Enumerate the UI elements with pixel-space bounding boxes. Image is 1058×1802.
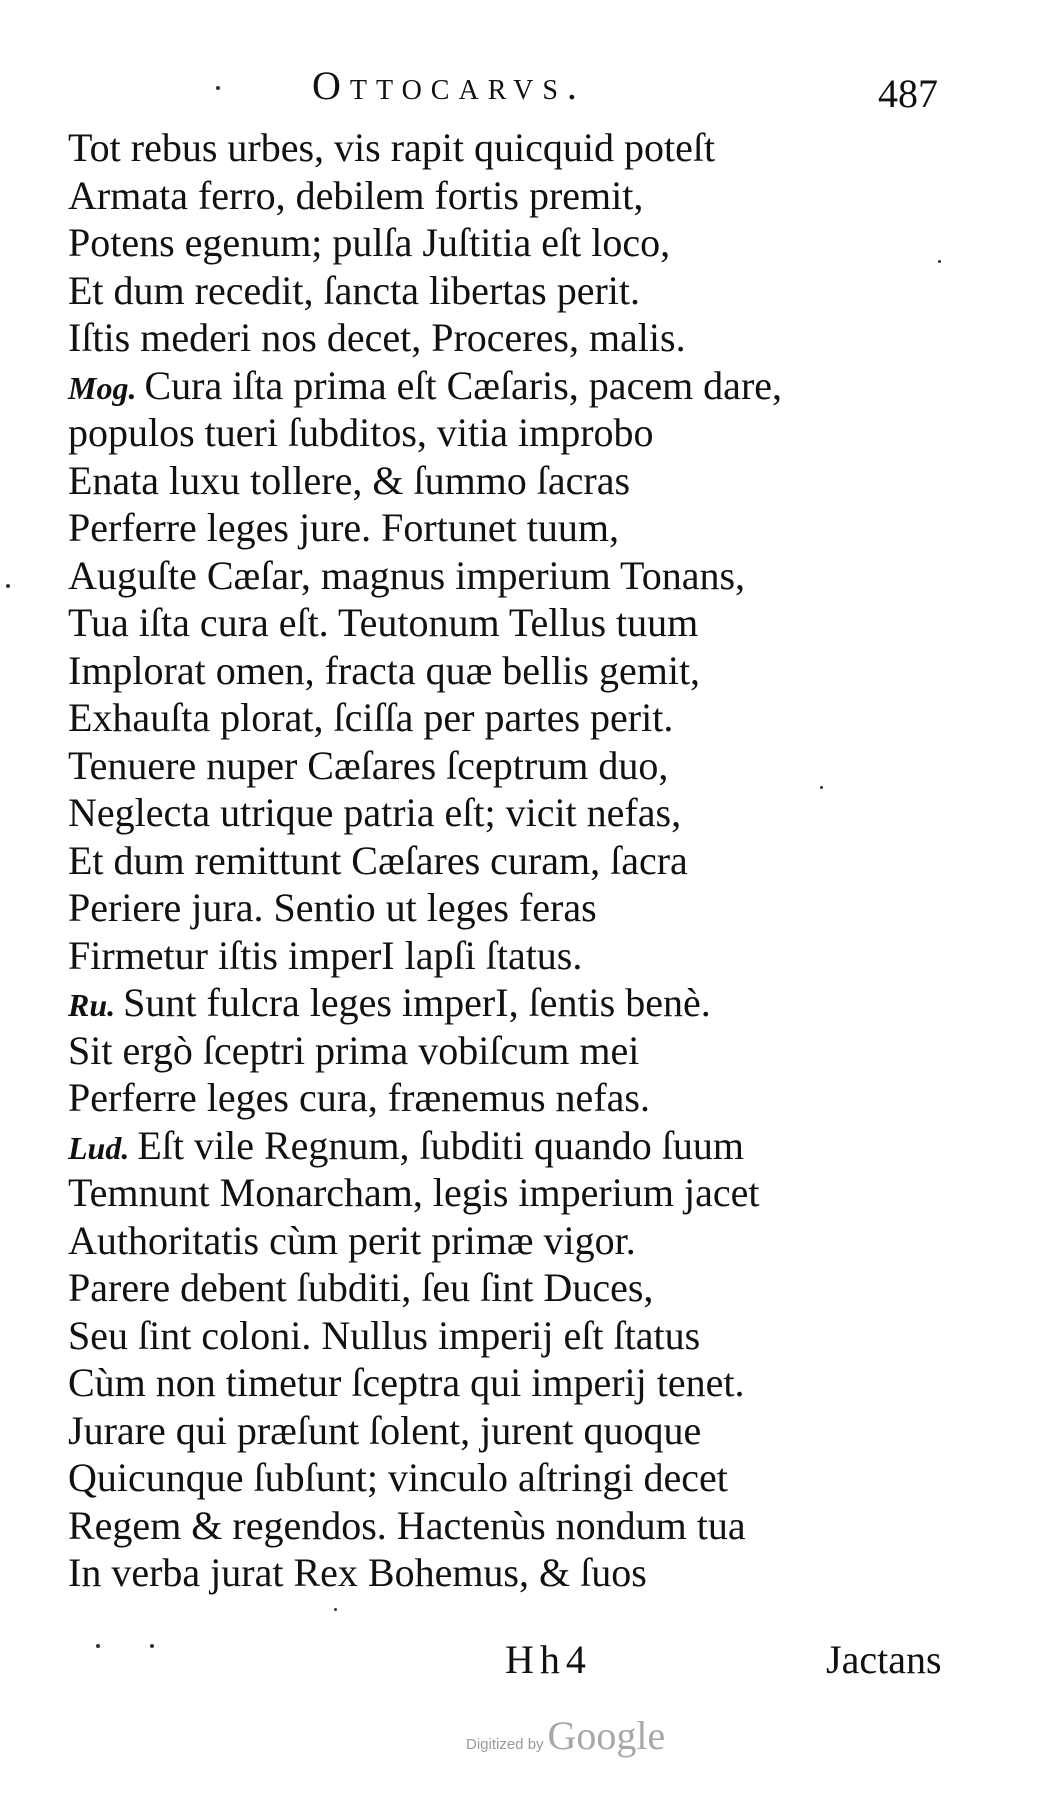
verse-line [68, 1217, 968, 1265]
verse-line [68, 1264, 968, 1312]
verse-line [68, 1027, 968, 1075]
watermark-prefix: Digitized by [466, 1736, 544, 1753]
verse-line [68, 457, 968, 505]
verse-line [68, 647, 968, 695]
verse-text: Tot rebus urbes, vis rapit quicquid poteſt [68, 125, 716, 170]
ink-speck [820, 786, 823, 789]
verse-text: Enata luxu tollere, & ſummo ſacras [68, 457, 631, 503]
verse-line [68, 504, 968, 552]
verse-line [68, 267, 968, 315]
running-head [0, 62, 1058, 116]
verse-text: Tenuere nuper Cæſares ſceptrum duo, [68, 742, 669, 788]
verse-line [68, 789, 968, 837]
verse-line [68, 1074, 968, 1122]
verse-text: Et dum recedit, ſancta libertas perit. [68, 267, 640, 313]
google-logo: Google [547, 1713, 666, 1758]
verse-text: Implorat omen, fracta quæ bellis gemit, [68, 647, 701, 693]
verse-text: Jurare qui præſunt ſolent, jurent quoque [68, 1407, 702, 1453]
verse-text: Eſt vile Regnum, ſubditi quando ſuum [137, 1122, 744, 1168]
verse-line [68, 742, 968, 790]
verse-text: Quicunque ſubſunt; vinculo aſtringi decet [68, 1455, 728, 1500]
ink-speck [150, 1644, 154, 1648]
verse-text: Regem & regendos. Hactenùs nondum tua [68, 1502, 746, 1548]
verse-text: Cura iſta prima eſt Cæſaris, pacem dare, [144, 362, 783, 408]
digitization-watermark [466, 1712, 666, 1758]
ink-speck [938, 260, 941, 263]
verse-text: Cùm non timetur ſceptra qui imperij tenet. [68, 1360, 745, 1405]
verse-line [68, 172, 968, 220]
verse-text: In verba jurat Rex Bohemus, & ſuos [68, 1550, 647, 1595]
ink-speck [216, 86, 220, 90]
verse-text: Auguſte Cæſar, magnus imperium Tonans, [68, 552, 746, 598]
verse-text: Neglecta utrique patria eſt; vicit nefas, [68, 790, 682, 835]
speaker-label: Mog. [68, 369, 137, 406]
verse-line [68, 837, 968, 885]
verse-line [68, 1502, 968, 1550]
verse-text: Sunt fulcra leges imperI, ſentis benè. [123, 980, 711, 1025]
verse-line [68, 979, 968, 1027]
verse-line [68, 884, 968, 932]
verse-line [68, 1407, 968, 1455]
verse-text: Armata ferro, debilem fortis premit, [68, 172, 644, 218]
verse-line [68, 1312, 968, 1360]
page-number: 487 [878, 71, 938, 116]
verse-text: Authoritatis cùm perit primæ vigor. [68, 1217, 636, 1263]
verse-text: Seu ſint coloni. Nullus imperij eſt ſtatus [68, 1312, 701, 1358]
verse-text: Sit ergò ſceptri prima vobiſcum mei [68, 1027, 640, 1073]
verse-text: Periere jura. Sentio ut leges feras [68, 885, 597, 930]
verse-block [68, 124, 968, 1597]
verse-line [68, 1454, 968, 1502]
ink-speck [6, 584, 10, 588]
catchword: Jactans [826, 1637, 942, 1682]
page-footer [0, 1636, 1058, 1696]
speaker-label: Lud. [68, 1129, 130, 1166]
signature-mark: Hh4 [505, 1637, 592, 1682]
verse-text: Parere debent ſubditi, ſeu ſint Duces, [68, 1265, 654, 1310]
verse-text: populos tueri ſubditos, vitia improbo [68, 410, 654, 455]
verse-text: Potens egenum; pulſa Juſtitia eſt loco, [68, 220, 671, 265]
verse-line [68, 314, 968, 362]
running-title: Ottocarvs. [312, 63, 586, 108]
speaker-label: Ru. [68, 987, 116, 1023]
ink-speck [96, 1644, 100, 1648]
verse-line [68, 219, 968, 267]
verse-text: Perferre leges jure. Fortunet tuum, [68, 505, 619, 550]
verse-line [68, 1169, 968, 1217]
verse-line [68, 362, 968, 410]
verse-text: Temnunt Monarcham, legis imperium jacet [68, 1170, 760, 1215]
verse-text: Firmetur iſtis imperI lapſi ſtatus. [68, 932, 583, 978]
verse-line [68, 1122, 968, 1170]
verse-text: Iſtis mederi nos decet, Proceres, malis. [68, 315, 686, 360]
verse-text: Et dum remittunt Cæſares curam, ſacra [68, 837, 688, 883]
verse-line [68, 409, 968, 457]
verse-line [68, 599, 968, 647]
verse-line [68, 932, 968, 980]
verse-line [68, 552, 968, 600]
verse-text: Perferre leges cura, frænemus nefas. [68, 1075, 650, 1120]
verse-text: Tua iſta cura eſt. Teutonum Tellus tuum [68, 600, 699, 645]
verse-text: Exhauſta plorat, ſciſſa per partes perit. [68, 695, 674, 740]
verse-line [68, 1549, 968, 1597]
verse-line [68, 1359, 968, 1407]
ink-speck [334, 1608, 337, 1611]
verse-line [68, 694, 968, 742]
verse-line [68, 124, 968, 172]
